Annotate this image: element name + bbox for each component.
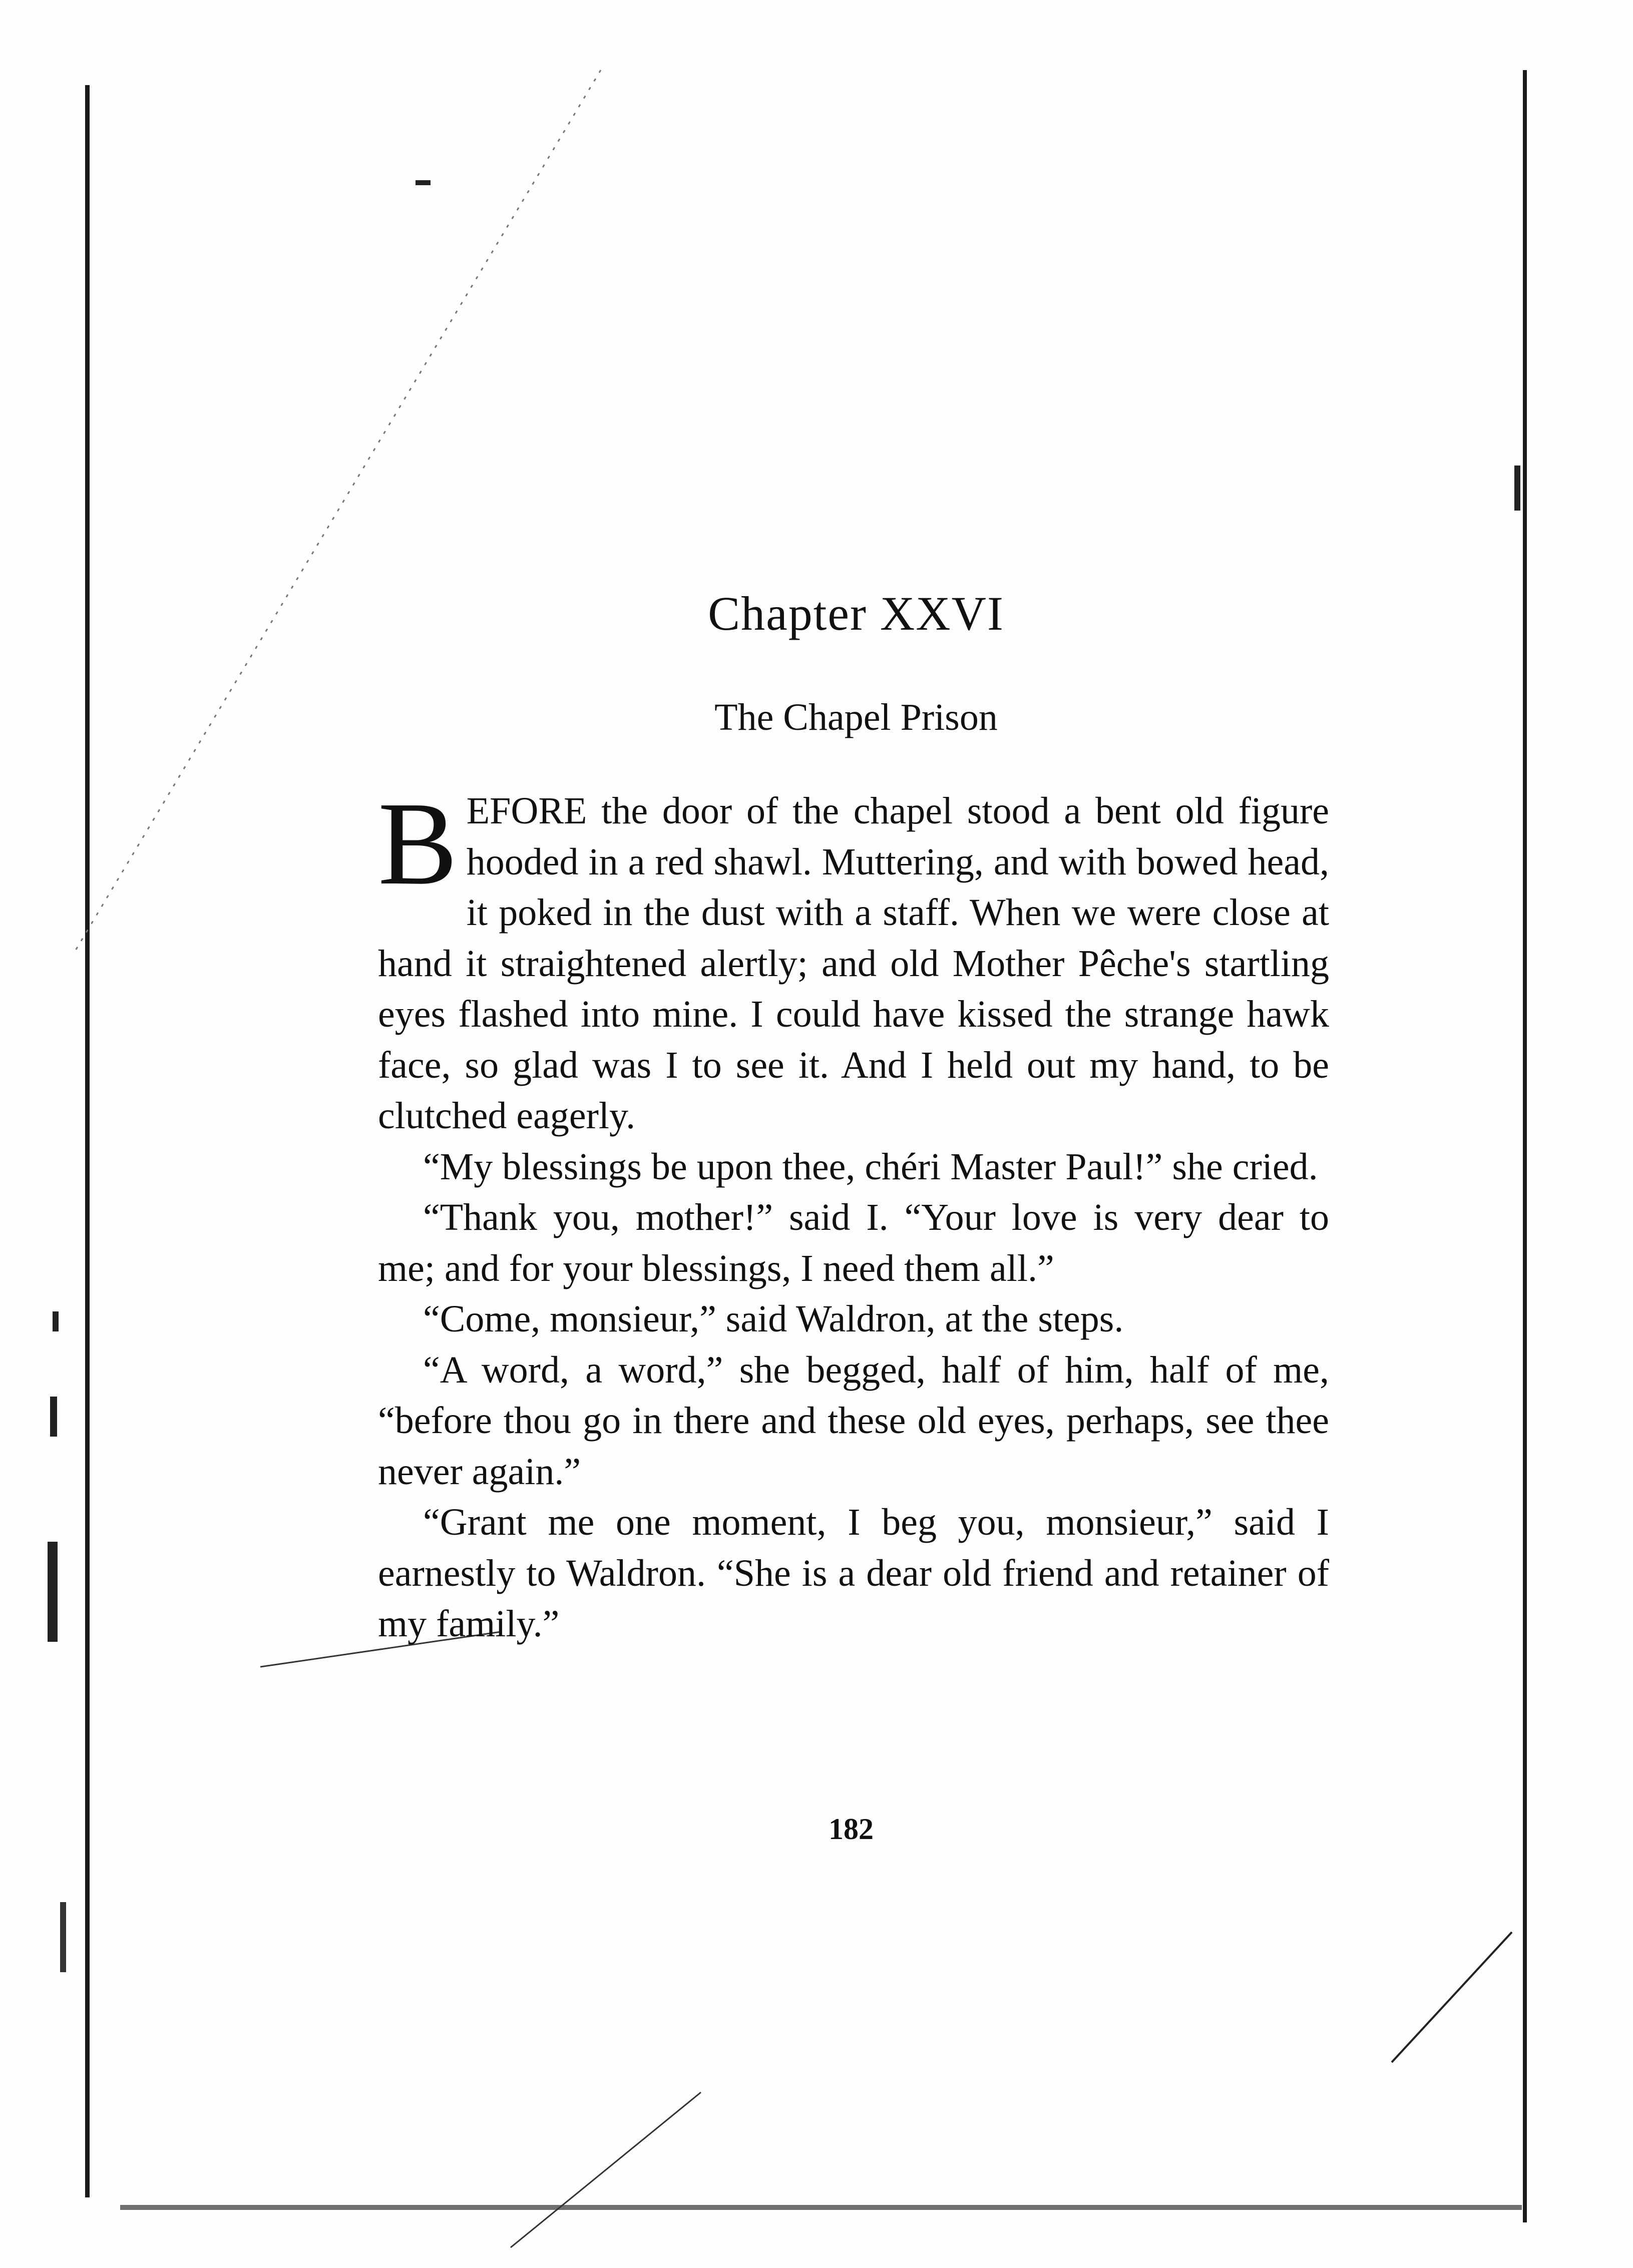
chapter-body xyxy=(378,778,1329,1650)
paragraph: “Grant me one moment, I beg you, monsieur,” said I earnestly to Waldron. “She is a dear old friend and retainer of my family.” xyxy=(378,1501,1329,1645)
paragraph-text: EFORE the door of the chapel stood a bent old figure hooded in a red shawl. Muttering, and with bowed head, it poked in the dust with a staff. When we were close at hand it straightened alertly; and old Mother Pêche's startling eyes flashed into mine. I could have kissed the strange hawk face, so glad was I to see it. And I held out my hand, to be clutched eagerly. xyxy=(378,790,1329,1137)
chapter-subtitle: The Chapel Prison xyxy=(714,696,998,738)
page-number: 182 xyxy=(829,1812,874,1846)
paragraph: “My blessings be upon thee, chéri Master Paul!” she cried. xyxy=(423,1145,1318,1188)
paragraph xyxy=(378,778,1329,1142)
chapter-title: Chapter XXVI xyxy=(708,587,1004,640)
paragraph: “Thank you, mother!” said I. “Your love is very dear to me; and for your blessings, I need them all.” xyxy=(378,1196,1329,1289)
drop-cap: B xyxy=(378,778,458,910)
paragraph: “Come, monsieur,” said Waldron, at the steps. xyxy=(423,1298,1124,1340)
paragraph: “A word, a word,” she begged, half of him, half of me, “before thou go in there and these old eyes, perhaps, see thee never again.” xyxy=(378,1348,1329,1493)
